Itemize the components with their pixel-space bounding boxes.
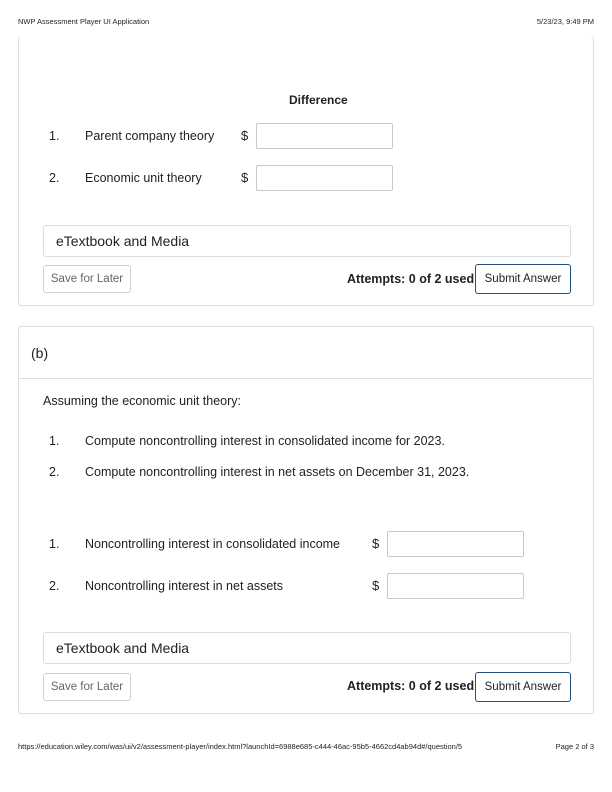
save-for-later-button[interactable]: Save for Later [43,265,131,293]
nci-consolidated-income-label: Noncontrolling interest in consolidated income [85,537,341,551]
instruction-text: Compute noncontrolling interest in net assets on December 31, 2023. [85,465,470,479]
part-label: (b) [31,345,49,361]
question-part-a-card [18,36,594,306]
difference-column-heading: Difference [289,93,348,107]
parent-company-theory-label: Parent company theory [85,129,215,143]
instruction-text: Compute noncontrolling interest in consolidated income for 2023. [85,434,445,448]
part-b-header [19,327,593,379]
part-b-intro: Assuming the economic unit theory: [43,394,242,408]
instruction-number: 1. [49,434,60,448]
parent-company-theory-input[interactable] [256,123,393,149]
print-header-title: NWP Assessment Player UI Application [18,17,150,26]
nci-consolidated-income-input[interactable] [387,531,524,557]
economic-unit-theory-input[interactable] [256,165,393,191]
attempts-counter: Attempts: 0 of 2 used [347,679,475,693]
row-number: 2. [49,171,60,185]
print-header [18,17,594,26]
page-number: Page 2 of 3 [555,742,594,751]
row-number: 1. [49,537,60,551]
question-part-b-card [18,326,594,714]
nci-net-assets-label: Noncontrolling interest in net assets [85,579,284,593]
row-number: 1. [49,129,60,143]
etextbook-media-link[interactable]: eTextbook and Media [43,632,571,664]
etextbook-media-link[interactable]: eTextbook and Media [43,225,571,257]
economic-unit-theory-label: Economic unit theory [85,171,202,185]
attempts-counter: Attempts: 0 of 2 used [347,272,475,286]
currency-symbol: $ [372,578,380,593]
nci-net-assets-input[interactable] [387,573,524,599]
instruction-number: 2. [49,465,60,479]
submit-answer-button[interactable]: Submit Answer [475,672,571,702]
row-number: 2. [49,579,60,593]
save-for-later-button[interactable]: Save for Later [43,673,131,701]
print-footer [18,742,594,751]
currency-symbol: $ [241,170,249,185]
currency-symbol: $ [372,536,380,551]
print-header-datetime: 5/23/23, 9:49 PM [536,17,594,26]
currency-symbol: $ [241,128,249,143]
submit-answer-button[interactable]: Submit Answer [475,264,571,294]
page-url: https://education.wiley.com/was/ui/v2/assessment-player/index.html?launchId=6988e685-c444-46ac-95b5-4662cd4ab94d#/question/5 [18,742,463,751]
